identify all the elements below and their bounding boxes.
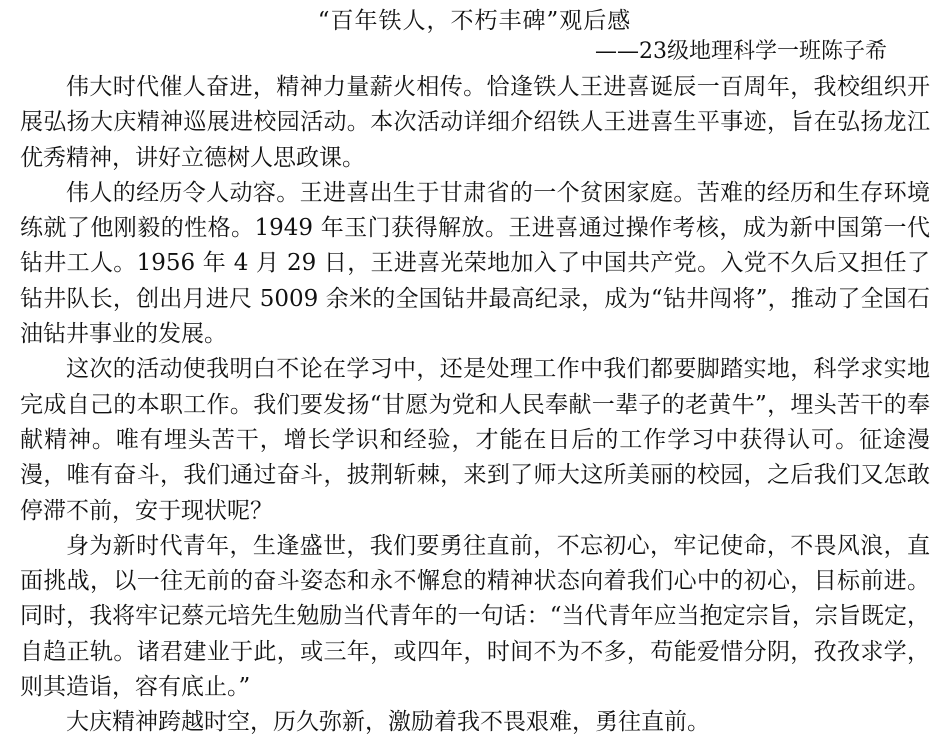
paragraph-5: 大庆精神跨越时空，历久弥新，激励着我不畏艰难，勇往直前。	[66, 709, 710, 736]
paragraph-3: 这次的活动使我明白不论在学习中，还是处理工作中我们都要脚踏实地，科学求实地完成自己的本职工作。我们要发扬“甘愿为党和人民奉献一辈子的老黄牛”，埋头苦干的奉献精神。唯有埋头苦干，增长学识和经验，才能在日后的工作学习中获得认可。征途漫漫，唯有奋斗，我们通过奋斗，披荆斩棘，来到了师大这所美丽的校园，之后我们又怎敢停滞不前，安于现状呢？	[20, 356, 930, 524]
document-title: “百年铁人，不朽丰碑”观后感	[317, 8, 632, 34]
author-byline: ——23级地理科学一班陈子希	[595, 39, 887, 64]
paragraph-1: 伟大时代催人奋进，精神力量薪火相传。恰逢铁人王进喜诞辰一百周年，我校组织开展弘扬大庆精神巡展进校园活动。本次活动详细介绍铁人王进喜生平事迹，旨在弘扬龙江优秀精神，讲好立德树人思政课。	[20, 74, 930, 171]
paragraph-2: 伟人的经历令人动容。王进喜出生于甘肃省的一个贫困家庭。苦难的经历和生存环境练就了他刚毅的性格。1949 年玉门获得解放。王进喜通过操作考核，成为新中国第一代钻井工人。1956 年 4 月 29 日，王进喜光荣地加入了中国共产党。入党不久后又担任了钻井队长，创出月进尺 5009 余米的全国钻井最高纪录，成为“钻井闯将”，推动了全国石油钻井事业的发展。	[20, 179, 930, 348]
paragraph-4: 身为新时代青年，生逢盛世，我们要勇往直前，不忘初心，牢记使命，不畏风浪，直面挑战，以一往无前的奋斗姿态和永不懈怠的精神状态向着我们心中的初心，目标前进。同时，我将牢记蔡元培先生勉励当代青年的一句话：“当代青年应当抱定宗旨，宗旨既定，自趋正轨。诸君建业于此，或三年，或四年，时间不为不多，苟能爱惜分阴，孜孜求学，则其造诣，容有底止。”	[20, 532, 930, 701]
document-body	[20, 70, 930, 741]
